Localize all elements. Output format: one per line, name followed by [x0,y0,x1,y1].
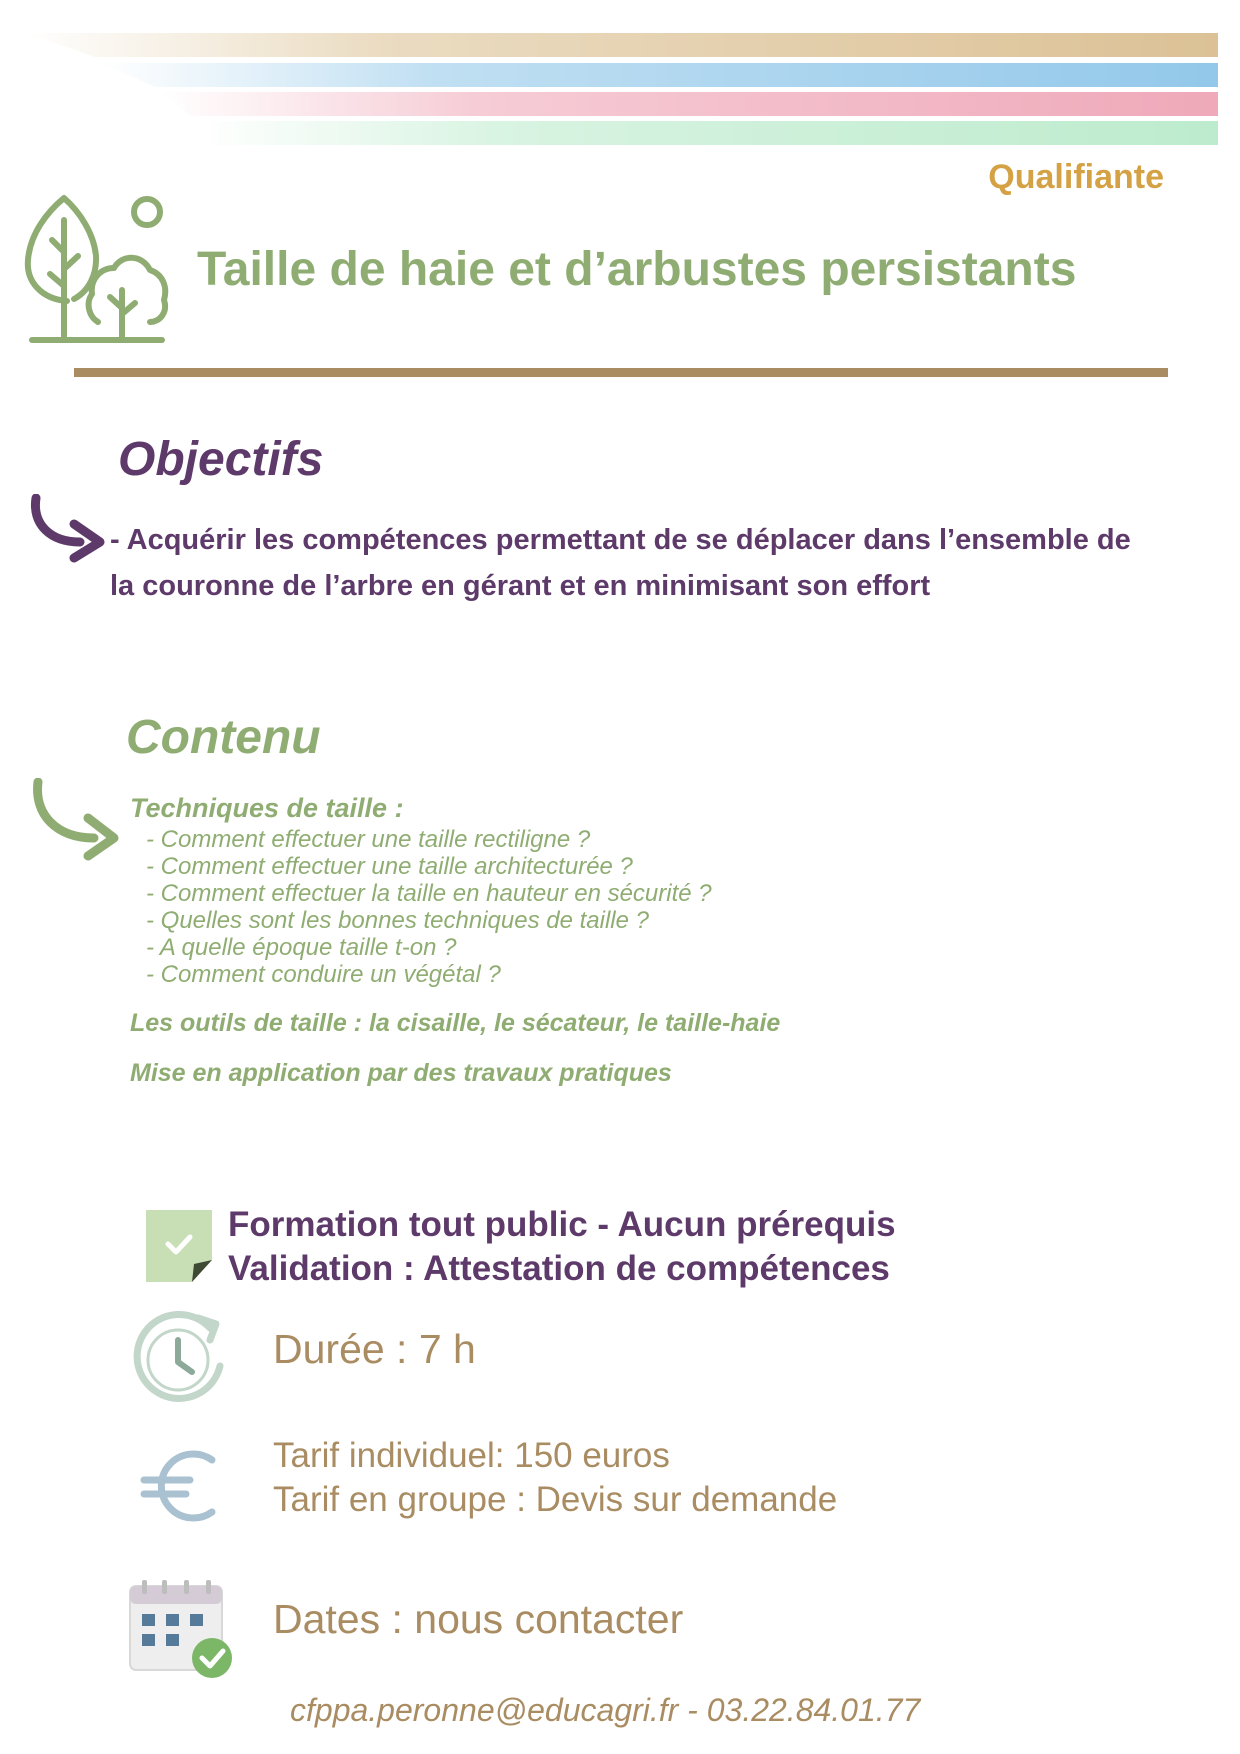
techniques-heading: Techniques de taille : [130,793,404,823]
techniques-list [146,826,712,988]
tarif-individuel-text: Tarif individuel: 150 euros [273,1436,670,1475]
curved-arrow-icon [28,494,108,564]
list-item: - Comment effectuer la taille en hauteur en sécurité ? [146,880,712,907]
contact-text: cfppa.peronne@educagri.fr - 03.22.84.01.77 [290,1692,921,1728]
list-item: - Comment effectuer une taille rectiligne ? [146,826,591,853]
header-stripe-tan [24,33,1218,57]
public-text: Formation tout public - Aucun prérequis [228,1205,896,1244]
checkmark-note-icon [146,1210,212,1282]
duree-text: Durée : 7 h [273,1326,476,1372]
contenu-heading: Contenu [126,711,321,764]
validation-text: Validation : Attestation de compétences [228,1249,890,1288]
list-item: - A quelle époque taille t-on ? [146,934,457,961]
header-stripe-blue [100,63,1218,87]
title-divider [74,368,1168,377]
euro-icon [140,1446,220,1526]
header-stripe-green [200,121,1218,145]
objectifs-heading: Objectifs [118,433,324,486]
page-title: Taille de haie et d’arbustes persistants [197,243,1077,296]
curved-arrow-icon [30,778,122,862]
trees-icon [22,194,172,344]
list-item: - Comment effectuer une taille architecturée ? [146,853,633,880]
list-item: - Comment conduire un végétal ? [146,961,501,988]
dates-text: Dates : nous contacter [273,1596,684,1642]
list-item: - Quelles sont les bonnes techniques de taille ? [146,907,649,934]
outils-text: Les outils de taille : la cisaille, le sécateur, le taille-haie [130,1009,781,1037]
category-badge: Qualifiante [988,158,1164,196]
clock-icon [130,1306,230,1406]
objectifs-text: - Acquérir les compétences permettant de se déplacer dans l’ensemble de la couronne de l’arbre en gérant et en minimisant son effort [110,524,1131,602]
calendar-check-icon [128,1578,234,1680]
application-text: Mise en application par des travaux pratiques [130,1059,672,1087]
tarif-groupe-text: Tarif en groupe : Devis sur demande [273,1480,838,1519]
header-stripe-pink [160,92,1218,116]
